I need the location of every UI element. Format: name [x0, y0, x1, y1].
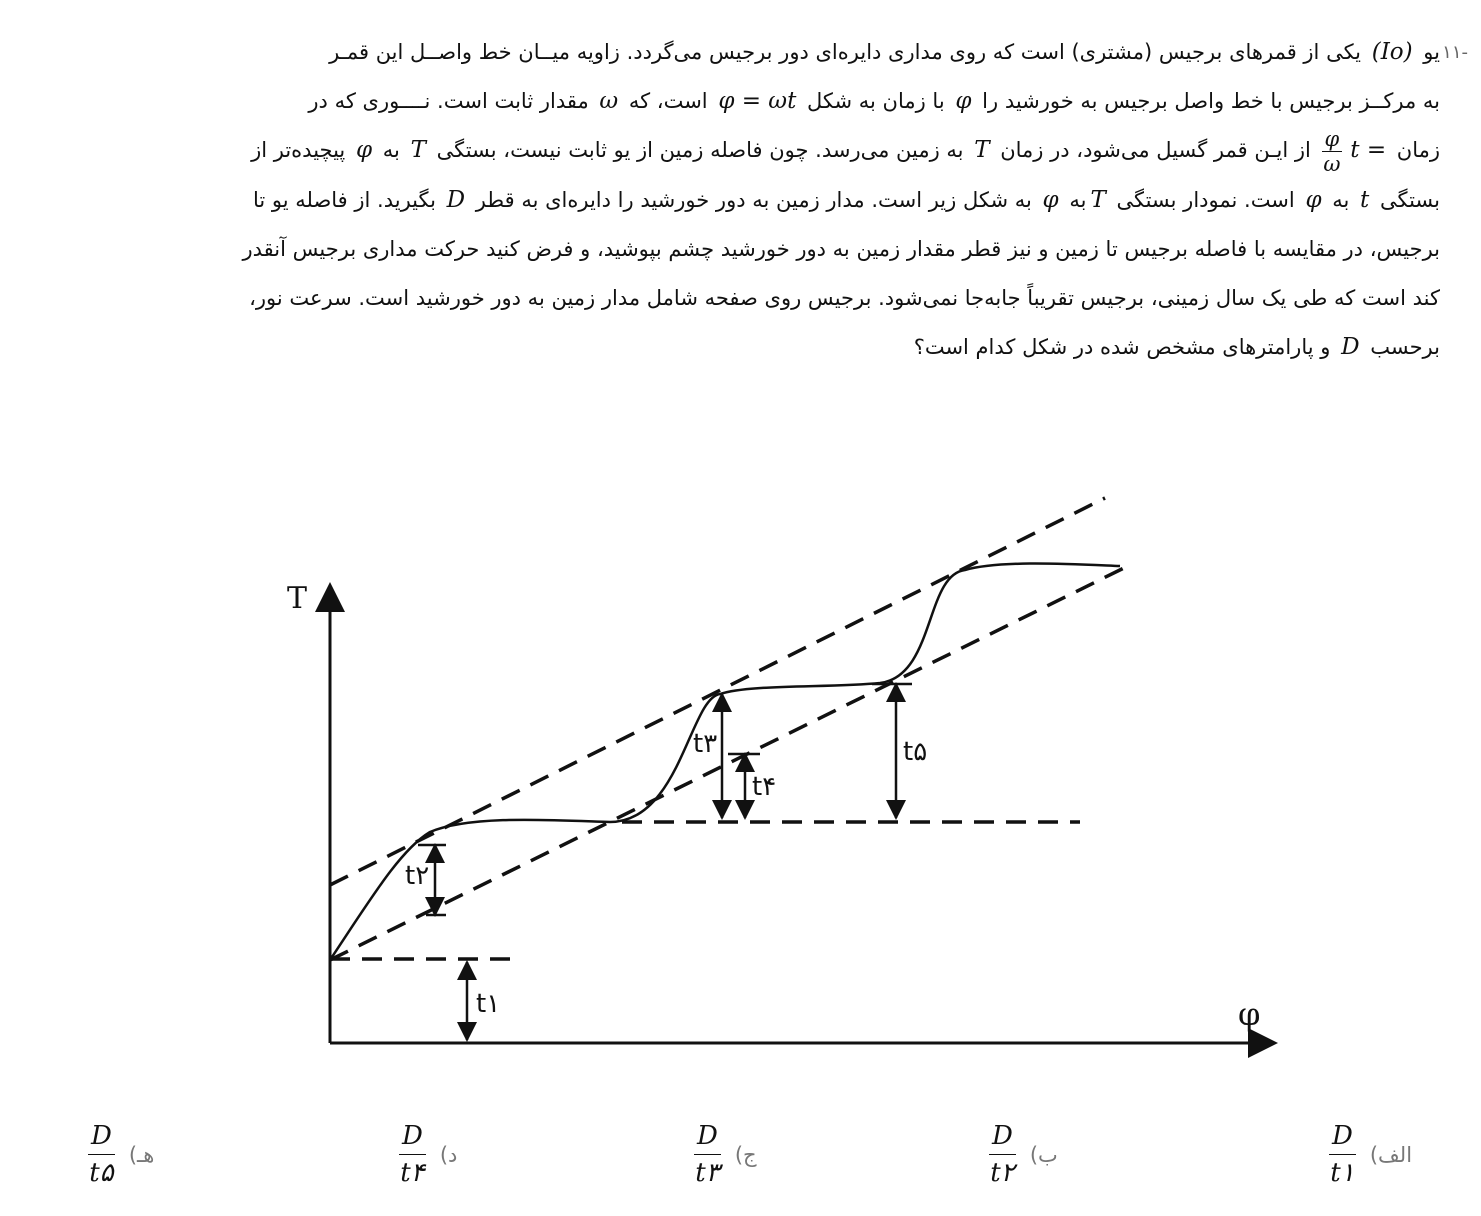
- y-axis-label: T: [287, 581, 308, 616]
- choice-dal[interactable]: د) $\frac{D}{t۴}$: [395, 1118, 457, 1191]
- answer-choices: [0, 1110, 1481, 1210]
- t2-label: t۲: [405, 861, 430, 891]
- fraction-phi-over-omega: $\frac{\varphi}{\omega}$: [1323, 126, 1341, 176]
- choice-alef[interactable]: الف) $\frac{D}{t۱}$: [1325, 1118, 1412, 1191]
- choice-he[interactable]: هـ) $\frac{D}{t۵}$: [84, 1118, 154, 1191]
- choice-be[interactable]: ب) $\frac{D}{t۲}$: [985, 1118, 1058, 1191]
- equation-phi-omega-t: φ = ωt: [718, 88, 797, 114]
- t1-label: t۱: [476, 989, 501, 1019]
- lower-dashed-line: [330, 565, 1130, 960]
- choice-jim[interactable]: ج) $\frac{D}{t۳}$: [690, 1118, 757, 1191]
- t4-label: t۴: [752, 772, 777, 802]
- question-number: -۱۱: [1442, 42, 1468, 63]
- t3-label: t۳: [693, 729, 718, 759]
- x-axis-label: φ: [1238, 995, 1261, 1033]
- io-symbol: (Io): [1371, 39, 1413, 65]
- question-text: -۱۱ یو (Io) یکی از قمرهای برجیس (مشتری) است که روی مداری دایره‌ای دور برجیس می‌گردد. زاویه میــان خط واصــل این قمـر به مرکــز برجیس با خط واصل برجیس به خورشید را φ با زمان به شکل φ = ωt است، که ω مقدار ثابت است. نــــوری که در زمان t = $\frac{\varphi}{\omega}$ از ایـن قمر گسیل می‌شود، در زمان T به زمین می‌رسد. چون فاصله زمین از یو ثابت نیست، بستگی T به φ پیچیده‌تر از بستگی t به φ است. نمودار بستگی Tبه φ به شکل زیر است. مدار زمین به دور خورشید را دایره‌ای به قطر D بگیرید. از فاصله یو تا برجیس، در مقایسه با فاصله برجیس تا زمین و نیز قطر مقدار زمین به دور خورشید چشم بپوشید، و فرض کنید حرکت مداری برجیس آنقدر کند است که طی یک سال زمینی، برجیس تقریباً جابه‌جا نمی‌شود. برجیس روی صفحه شامل مدار زمین به دور خورشید است. سرعت نور، برحسب D و پارامترهای مشخص شده در شکل کدام است؟: [10, 28, 1440, 372]
- t5-label: t۵: [903, 737, 928, 767]
